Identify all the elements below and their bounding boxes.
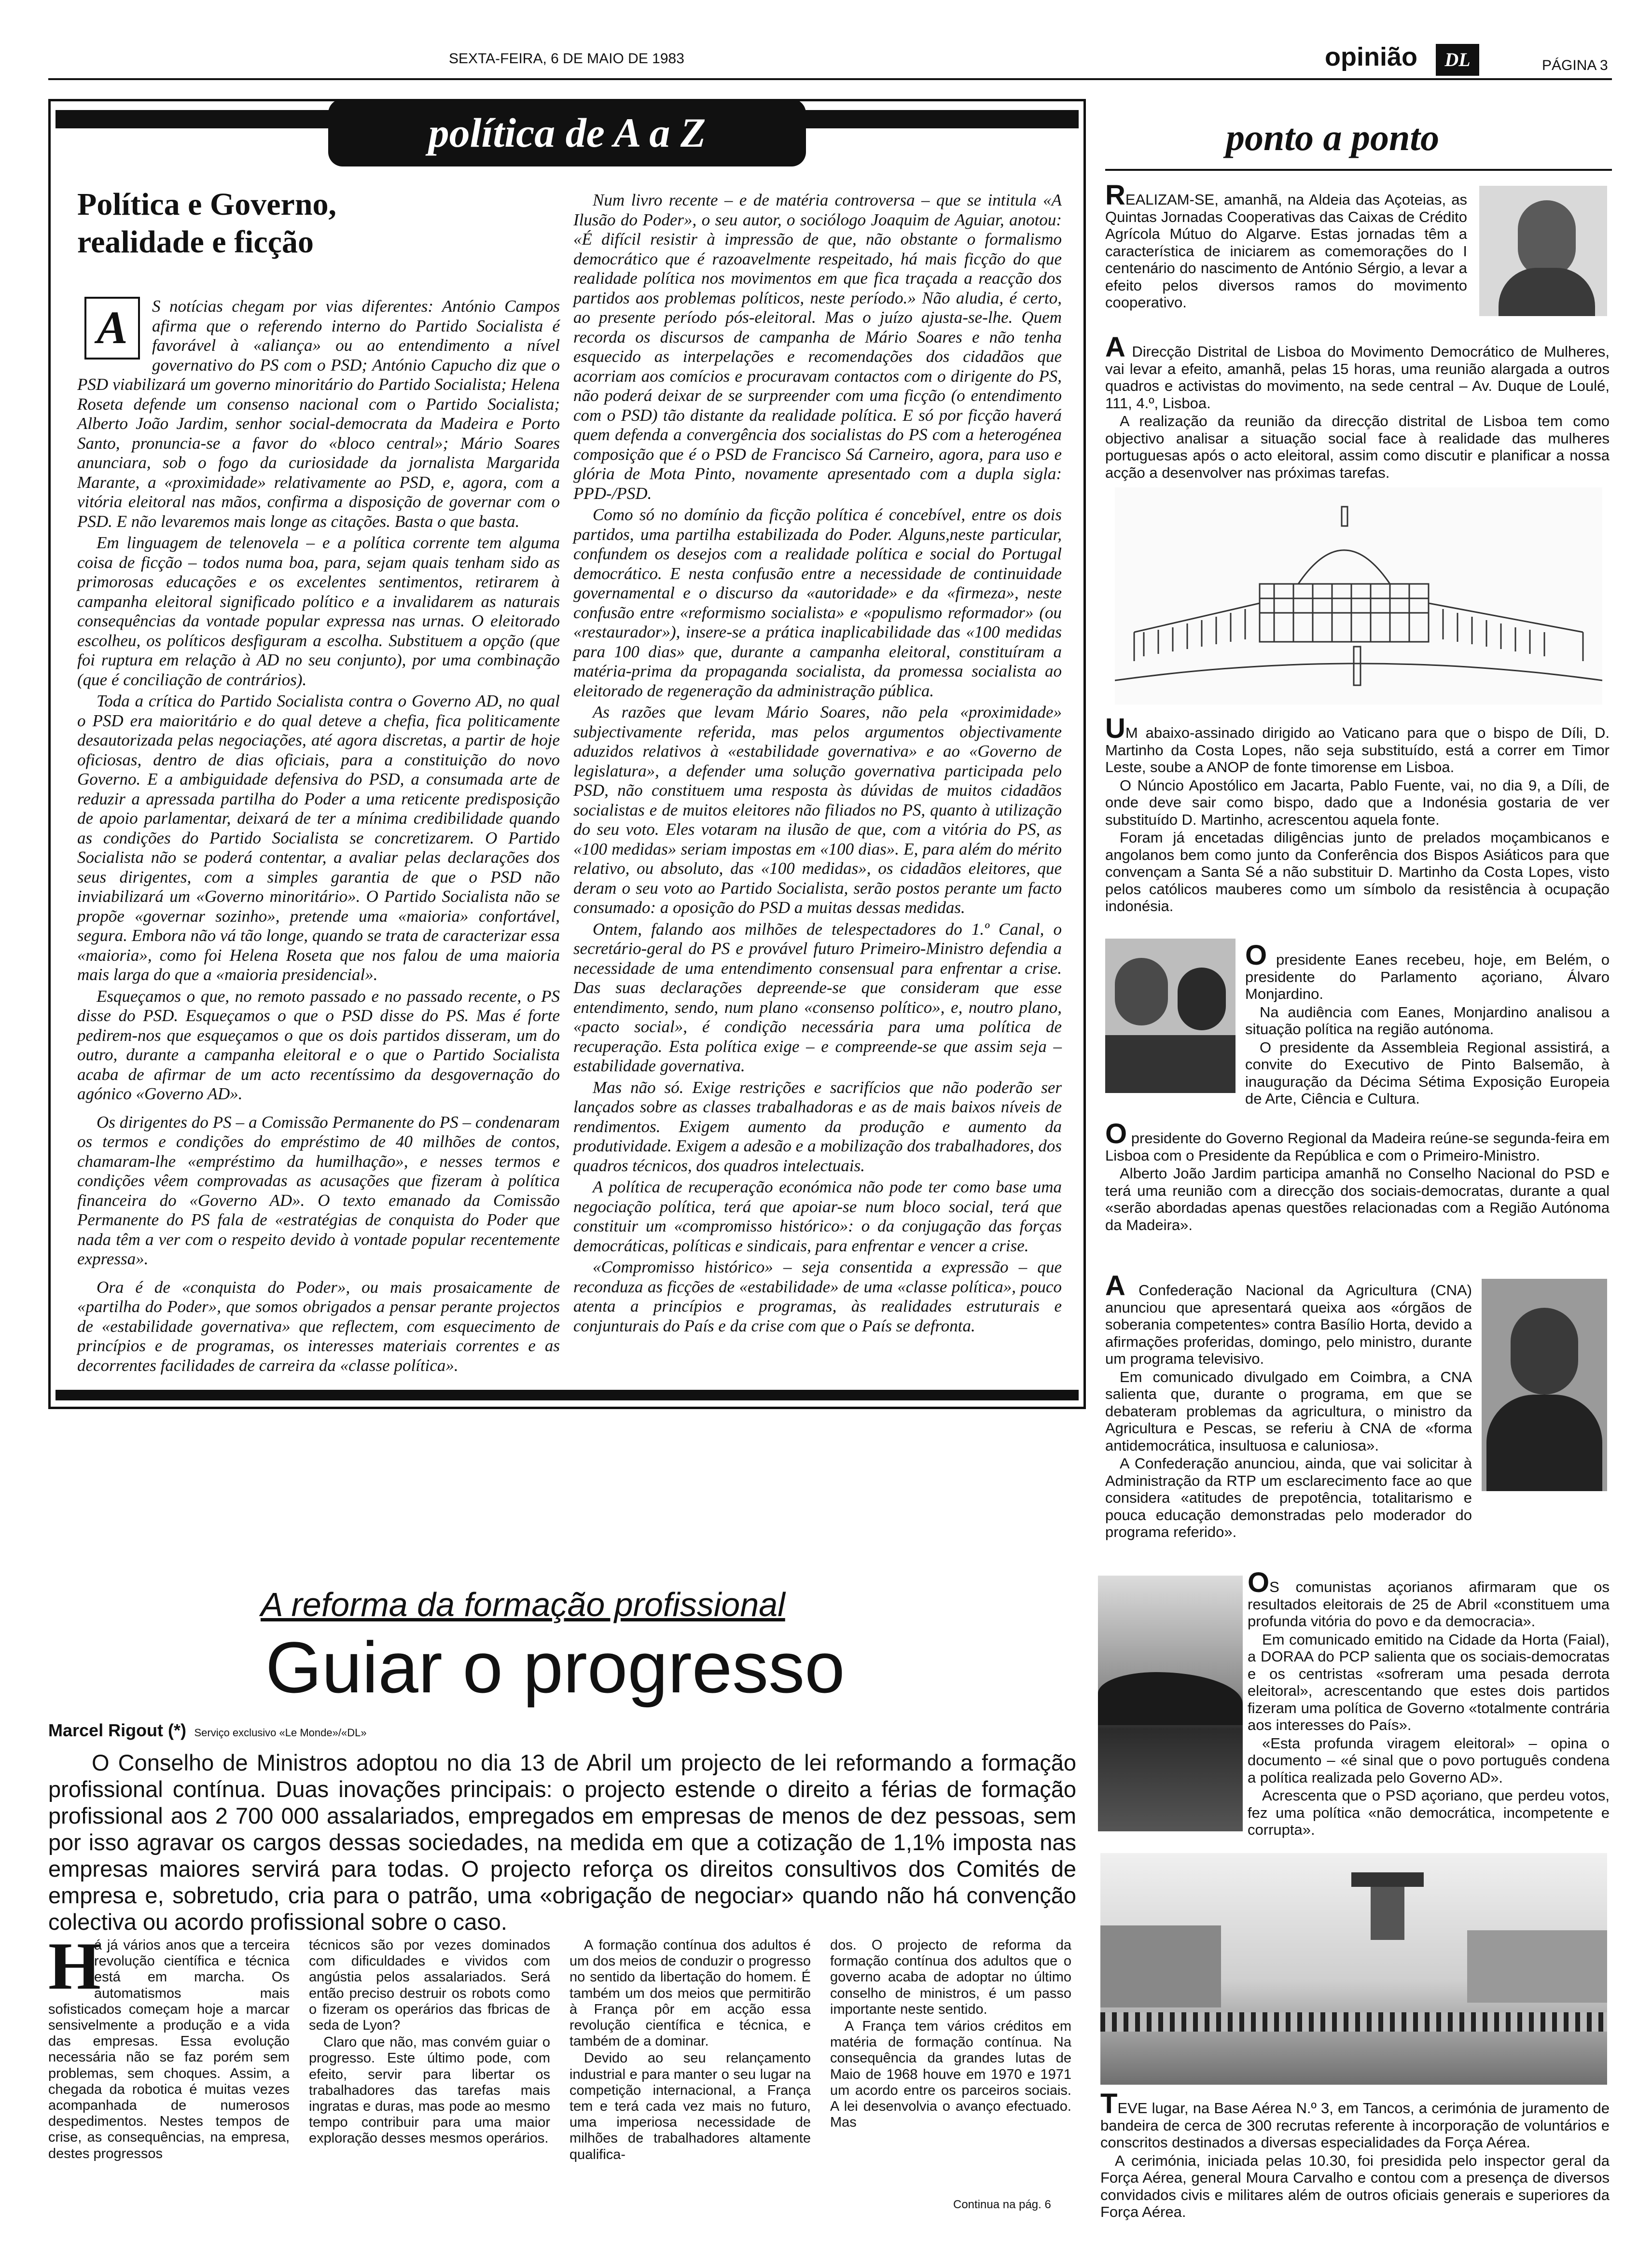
- news-text: Direcção Distrital de Lisboa do Movimento Democrático de Mulheres, vai levar a efeito, amanhã, pelas 15 horas, uma reunião alargada a outros quadros e activistas do movimento, na sede central – Av. Duque de Loulé, 111, 4.º, Lisboa.: [1105, 343, 1610, 412]
- header-section: opinião: [1325, 42, 1417, 71]
- article-column-2: [573, 191, 1062, 1338]
- officials-photo: [1105, 939, 1236, 1093]
- bottom-paragraph: Devido ao seu relançamento industrial e para manter o seu lugar na competição internacional, a França tem e terá cada vez mais no futuro, uma imperiosa necessidade de milhões de trabalhadores altamente qualifica-: [569, 2050, 811, 2162]
- article-paragraph: Os dirigentes do PS – a Comissão Permanente do PS – condenaram os termos e condições do empréstimo de 40 milhões de contos, chamaram-lhe «empréstimo da humilhação», e nesses termos e condições vêem comprovadas as acusações que fizeram à política financeira do «Governo AD». O texto emanado da Comissão Permanente do PS fala de «estratégias de conquista do Poder que nada têm a ver com o respeito devido à vontade popular recentemente expressa».: [77, 1112, 560, 1268]
- news-text: Acrescenta que o PSD açoriano, que perdeu votos, fez uma política «não democrática, incompetente e corrupta».: [1248, 1787, 1610, 1838]
- article-paragraph: S notícias chegam por vias diferentes: António Campos afirma que o referendo interno do Partido Socialista é favorável à «aliança» ou ao entendimento a nível governativo do PS com o PSD; António Capucho diz que o PSD viabilizará um governo minoritário do Partido Socialista; Helena Roseta defende um consenso nacional com o Partido Socialista; Alberto João Jardim, senhor social-democrata da Madeira e Porto Santo, pronuncia-se a favor do «bloco central»; Mário Soares anunciara, sob o fogo da curiosidade da jornalista Margarida Marante, a «proximidade» relativamente ao PSD, e, agora, com a vitória eleitoral nas mãos, confirma a disposição de governar com o PSD. E não levaremos mais longe as citações. Basta o que basta.: [77, 297, 560, 531]
- dl-logo-text: DL: [1444, 49, 1471, 70]
- ponto-banner: ponto a ponto: [1226, 116, 1440, 158]
- article-paragraph: Toda a crítica do Partido Socialista contra o Governo AD, no qual o PSD era maioritário e do qual deteve a chefia, fica politicamente desautorizada pelas negociações, até agora discretas, a partir de hoje oficiosas, dentro de dias oficiais, para a constituição do novo Governo. E a ambiguidade defensiva do PSD, a consumada arte de reduzir a apressada partilha do Poder a uma reticente predisposição de apoio parlamentar, deixará de ter a mínima credibilidade quando as condições do Partido Socialista se concretizarem. O Partido Socialista não se poderá contentar, a avaliar pelas declarações dos seus dirigentes, com a simples garantia de que o PSD não inviabilizará um «Governo minoritário». O Partido Socialista não se propõe «governar sozinho», pretende uma «maioria» confortável, segura. Embora não vá tão longe, quando se trata de caracterizar essa «maioria», como foi Helena Roseta que nos falou de uma maioria mais larga do que a «maioria presidencial».: [77, 692, 560, 984]
- article-paragraph: Como só no domínio da ficção política é concebível, entre os dois partidos, uma partilha estabilizada do Poder. Alguns,neste particular, confundem os desejos com a realidade política e social do Portugal democrático. E nesta confusão entre a necessidade de continuidade governamental e o discurso da «autoridade» e da «firmeza», neste confusão entre «reformismo socialista» e «populismo reformador» (ou «restaurador»), insere-se a prática inaplicabilidade das «100 medidas para 100 dias» que, durante a campanha eleitoral, constituíram a matéria-prima da propaganda socialista, da promessa socialista ao eleitorado de regeneração da administração pública.: [573, 505, 1062, 700]
- article-paragraph: Em linguagem de telenovela – e a política corrente tem alguma coisa de ficção – todos numa boa, para, sejam quais tenham sido as primorosas educações e os excelentes sentimentos, retirarem à campanha eleitoral significado político e a invalidarem as naturais consequências da vontade popular expressa nas urnas. O eleitorado escolheu, os políticos desfiguram a escolha. Substituem a opção (que foi ruptura em relação à AD no seu conjunto), por uma combinação (que é conciliação de contrários).: [77, 533, 560, 689]
- vatican-drawing: [1115, 487, 1602, 705]
- dl-logo: [1436, 44, 1479, 76]
- bottom-initial: H: [48, 1929, 101, 2004]
- news-text: M abaixo-assinado dirigido ao Vaticano para que o bispo de Díli, D. Martinho da Costa Lopes, não seja substituído, está a correr em Timor Leste, soube a ANOP de fonte timorense em Lisboa.: [1105, 724, 1610, 775]
- news-text: Foram já encetadas diligências junto de prelados moçambicanos e angolanos bem como junto da Conferência dos Bispos Asiáticos para que convençam a Santa Sé a não substituir D. Martinho da Costa Lopes, visto pelos católicos mauberes como um símbolo da resistência à ocupação indonésia.: [1105, 829, 1610, 914]
- azores-photo: [1098, 1576, 1243, 1831]
- initial-spacer: [77, 297, 152, 363]
- bottom-paragraph: A formação contínua dos adultos é um dos meios de conduzir o progresso no sentido da libertação do homem. É também um dos meios que permitirão à França pôr em acção essa revolução científica e técnica, e também de a dominar.: [569, 1938, 811, 2049]
- bottom-paragraph: Claro que não, mas convém guiar o progresso. Este último pode, com efeito, servir para libertar os trabalhadores das tarefas mais ingratas e duras, mas pode ao mesmo tempo contribuir para uma maior exploração desses mesmos operários.: [309, 2035, 550, 2146]
- vatican-illustration: [1115, 487, 1602, 705]
- news-text: Em comunicado emitido na Cidade da Horta (Faial), a DORAA do PCP salienta que os sociais-democratas e os centristas «sofreram uma pesada derrota eleitoral», acrescentando que estes dois partidos fizeram uma política de Governo «totalmente contrária aos interesses do País».: [1248, 1631, 1610, 1733]
- news-text: «Esta profunda viragem eleitoral» – opina o documento – «é sinal que o povo português condena a política realizada pelo Governo AD».: [1248, 1734, 1610, 1786]
- news-item: [1100, 2088, 1610, 2222]
- news-item: [1105, 180, 1467, 312]
- byline-note: Serviço exclusivo «Le Monde»/«DL»: [194, 1727, 367, 1739]
- bottom-column-1: [48, 1929, 290, 2163]
- article-column-1: [77, 297, 560, 1377]
- news-item: [1248, 1567, 1610, 1840]
- lead-letter: A: [1105, 332, 1125, 363]
- news-text: presidente Eanes recebeu, hoje, em Belém, o presidente do Parlamento açoriano, Álvaro Monjardino.: [1245, 951, 1610, 1002]
- politica-banner: [328, 99, 806, 166]
- initial-letter: A: [97, 302, 128, 353]
- article-paragraph: «Compromisso histórico» – seja consentida a expressão – que reconduza as ficções de «estabilidade» de uma «classe política», pouco atenta a princípios e programas, às realidades estruturais e conjunturais do País e da crise com que o País se defronta.: [573, 1258, 1062, 1335]
- bottom-kicker: A reforma da formação profissional: [261, 1586, 785, 1623]
- news-item: [1105, 713, 1610, 916]
- news-text: Alberto João Jardim participa amanhã no Conselho Nacional do PSD e terá uma reunião com a direcção dos sociais-democratas, durante a qual «serão abordadas apenas questões relacionadas com a Região Autónoma da Madeira».: [1105, 1165, 1610, 1233]
- politica-banner-text: política de A a Z: [428, 110, 706, 156]
- bottom-paragraph: á já vários anos que a terceira revolução científica e técnica está em marcha. Os automatismos mais sofisticados começam hoje a marcar sensivelmente a produção e a vida das empresas. Essa evolução necessária não se faz porém sem problemas, sem choques. Assim, a chegada da robotica é muitas vezes acompanhada de numerosos despedimentos. Nestes tempos de crise, as consequências, na empresa, destes progressos: [48, 1938, 290, 2161]
- continued-note: Continua na pág. 6: [953, 2198, 1051, 2211]
- article-paragraph: A política de recuperação económica não pode ter como base uma negociação política, terá que apoiar-se num bloco social, terá que constituir um «compromisso histórico»: o da conjugação das forças democráticas, políticas e sindicais, para enfrentar e vencer a crise.: [573, 1177, 1062, 1255]
- lead-letter: T: [1100, 2088, 1118, 2119]
- bottom-headline: Guiar o progresso: [265, 1627, 845, 1708]
- news-text: Na audiência com Eanes, Monjardino analisou a situação política na região autónoma.: [1245, 1003, 1610, 1038]
- news-text: A cerimónia, iniciada pelas 10.30, foi presidida pelo inspector geral da Força Aérea, general Moura Carvalho e contou com a presença de diversos convidados civis e militares além de outros oficiais generais e superiores da Força Aérea.: [1100, 2152, 1610, 2220]
- header-page: PÁGINA 3: [1542, 57, 1608, 73]
- article-paragraph: As razões que levam Mário Soares, não pela «proximidade» subjectivamente referida, mas pelos argumentos objectivamente aduzidos relativos à «estabilidade governativa» e ao «Governo de legislatura», a defender uma solução governativa participada pelo PSD, não constituem uma resposta às dúvidas de muitos cidadãos socialistas e de muitos eleitores não filiados no PS, quanto à utilização do seu voto. Eles votaram na ilusão de que, com a vitória do PS, as «100 medidas» seriam impostas em «100 dias». E, para além do mérito relativo, ou absoluto, das «100 medidas», os cidadãos eleitores, que deram o seu voto ao Partido Socialista, serão postos perante um facto consumado: a oposição do PSD a muitas dessas medidas.: [573, 703, 1062, 917]
- article-paragraph: Num livro recente – e de matéria controversa – que se intitula «A Ilusão do Poder», o seu autor, o sociólogo Joaquim de Aguiar, anotou: «É difícil resistir à impressão de que, não obstante o formalismo democrático que é razoavelmente respeitado, há mais ficção do que realidade política nos movimentos em que fica traçada a reacção dos partidos aos problemas políticos, neste período.» Não aludia, é certo, ao presente período pós-eleitoral. Mas o juízo ajusta-se-lhe. Quem recorda os discursos de campanha de Mário Soares e não tenha esquecido as interpelações e recomendações dos cidadãos que acorriam aos comícios e procuravam contactos com o dirigente do PS, não poderá deixar de se surpreender com uma ficção (o entendimento com o PSD) tão distante da realidade política. E só por ficção haverá quem defenda a convergência dos socialistas do PS com a heterogénea composição que é o PSD de Francisco Sá Carneiro, agora, para uso e glória de Mota Pinto, novamente apresentado com a dupla sigla: PPD-/PSD.: [573, 191, 1062, 503]
- news-text: A Confederação anunciou, ainda, que vai solicitar à Administração da RTP um esclarecimento face ao que considera «atitudes de prepotência, totalitarismo e pouca educação demonstradas pelo moderador do programa referido».: [1105, 1455, 1472, 1540]
- byline-author: Marcel Rigout (*): [48, 1720, 187, 1740]
- bottom-paragraph: dos. O projecto de reforma da formação contínua dos adultos que o governo acaba de adoptar no último conselho de ministros, é um passo importante neste sentido.: [830, 1938, 1071, 2017]
- news-text: EALIZAM-SE, amanhã, na Aldeia das Açoteias, as Quintas Jornadas Cooperativas das Caixas de Crédito Agrícola Mútuo do Algarve. Estas jornadas têm a característica de iniciarem as comemorações do I centenário do nascimento de António Sérgio, a levar a efeito pelos diversos ramos do movimento cooperativo.: [1105, 191, 1467, 311]
- article-paragraph: Ontem, falando aos milhões de telespectadores do 1.º Canal, o secretário-geral do PS e provável futuro Primeiro-Ministro defendia a necessidade de uma entendimento consensual para enfrentar a crise. Das suas declarações depreende-se que consideram que esse entendimento, sendo, num plano «consenso político», e, noutro plano, «pacto social», é condição necessária para uma política de recuperação. Esta política exige – e compreende-se que assim seja – estabilidade governativa.: [573, 919, 1062, 1075]
- lead-letter: O: [1245, 940, 1267, 971]
- news-text: presidente do Governo Regional da Madeira reúne-se segunda-feira em Lisboa com o Presidente da República e com o Primeiro-Ministro.: [1105, 1130, 1610, 1164]
- article-paragraph: Mas não só. Exige restrições e sacrifícios que não poderão ser lançados sobre as classes trabalhadoras e as de mais baixos níveis de rendimentos. Exigem aumento da produção e aumento da produtividade. Exigem a adesão e a mobilização dos trabalhadores, dos quadros técnicos, dos quadros intelectuais.: [573, 1078, 1062, 1175]
- news-text: EVE lugar, na Base Aérea N.º 3, em Tancos, a cerimónia de juramento de bandeira de cerca de 300 recrutas referente à incorporação de voluntários e conscritos destinados a diversas especialidades da Força Aérea.: [1100, 2100, 1610, 2151]
- portrait-photo: [1479, 186, 1607, 316]
- bottom-paragraph: técnicos são por vezes dominados com dificuldades e vividos com angústia pelos assalariados. Será então preciso destruir os robots como o fizeram os operários das fbricas de seda de Lyon?: [309, 1938, 550, 2034]
- lead-letter: R: [1105, 180, 1125, 211]
- article-paragraph: Ora é de «conquista do Poder», ou mais prosaicamente de «partilha do Poder», que somos obrigados a pensar perante projectos de «estabilidade governativa» que reflectem, com esquecimento de princípios e de programas, os interesses materiais correntes e as decorrentes facilidades de carreira da «classe política».: [77, 1277, 560, 1375]
- news-item: [1245, 940, 1610, 1108]
- lead-letter: U: [1105, 713, 1125, 744]
- box-bottom-bar: [56, 1390, 1079, 1400]
- bottom-lead: O Conselho de Ministros adoptou no dia 13 de Abril um projecto de lei reformando a formação profissional contínua. Duas inovações principais: o projecto estende o direito a férias de formação profissional aos 2 700 000 assalariados, empregados em empresas de menos de dez pessoas, sem por isso agravar os cargos dessas sociedades, na medida em que a cotização de 1,1% imposta nas empresas maiores servirá para todas. O projecto reforça os direitos consultivos dos Comités de empresa e, sobretudo, cria para o patrão, uma «obrigação de negociar» quando não há convenção colectiva ou acordo profissional sobre o caso.: [48, 1750, 1076, 1935]
- bottom-byline: [48, 1720, 367, 1741]
- lead-letter: A: [1105, 1270, 1125, 1301]
- bottom-paragraph: A França tem vários créditos em matéria de formação contínua. Na consequência da grandes lutas de Maio de 1968 houve em 1970 e 1971 um acordo entre os parceiros sociais. A lei desenvolvia o avanço efectuado. Mas: [830, 2019, 1071, 2131]
- news-item: [1105, 1270, 1472, 1542]
- header-date: SEXTA-FEIRA, 6 DE MAIO DE 1983: [449, 51, 684, 67]
- article-headline: Política e Governo, realidade e ficção: [77, 187, 337, 260]
- initial-spacer: [48, 1938, 94, 1986]
- bottom-column-3: [569, 1938, 811, 2164]
- bottom-column-2: [309, 1938, 550, 2148]
- bottom-column-4: [830, 1938, 1071, 2131]
- news-text: S comunistas açorianos afirmaram que os resultados eleitorais de 25 de Abril «constituem uma profunda vitória do povo e da democracia».: [1248, 1578, 1610, 1630]
- news-item: [1105, 332, 1610, 482]
- airbase-photo: [1100, 1853, 1607, 2085]
- news-text: O presidente da Assembleia Regional assistirá, a convite do Executivo de Pinto Balsemão, à inauguração da Décima Sétima Exposição Europeia de Arte, Ciência e Cultura.: [1245, 1038, 1610, 1107]
- news-text: A realização da reunião da direcção distrital de Lisboa tem como objectivo analisar a situação social face à realidade das mulheres portuguesas após o acto eleitoral, assim como discutir e planificar a nossa acção a desenvolver nas próximas tarefas.: [1105, 413, 1610, 481]
- news-text: Em comunicado divulgado em Coimbra, a CNA salienta que, durante o programa, em que se debateram problemas da agricultura, o ministro da Agricultura e Pescas, se referiu à CNA de «forma antidemocrática, insultuosa e caluniosa».: [1105, 1368, 1472, 1454]
- news-text: O Núncio Apostólico em Jacarta, Pablo Fuente, vai, no dia 9, a Díli, de onde deve sair como bispo, dado que a Indonésia gostaria de ver substituído D. Martinho, acrescentou aquela fonte.: [1105, 776, 1610, 828]
- lead-letter: O: [1105, 1118, 1127, 1149]
- news-item: [1105, 1118, 1610, 1234]
- header-rule: [48, 78, 1612, 80]
- lead-letter: O: [1248, 1567, 1270, 1598]
- article-paragraph: Esqueçamos o que, no remoto passado e no passado recente, o PS disse do PSD. Esqueçamos o que o PSD disse do PS. Mas é forte pedirem-nos que esqueçamos o que os dois partidos disseram, um do outro, durante a campanha eleitoral e o que o Partido Socialista acaba de afirmar de um acto recentíssimo da desgovernação do agónico «Governo AD».: [77, 986, 560, 1103]
- ponto-rule: [1105, 169, 1612, 171]
- news-text: Confederação Nacional da Agricultura (CNA) anunciou que apresentará queixa aos «órgãos de soberania competentes» contra Basílio Horta, devido a afirmações proferidas, domingo, pelo ministro, durante um programa televisivo.: [1105, 1282, 1472, 1367]
- minister-photo: [1482, 1279, 1607, 1491]
